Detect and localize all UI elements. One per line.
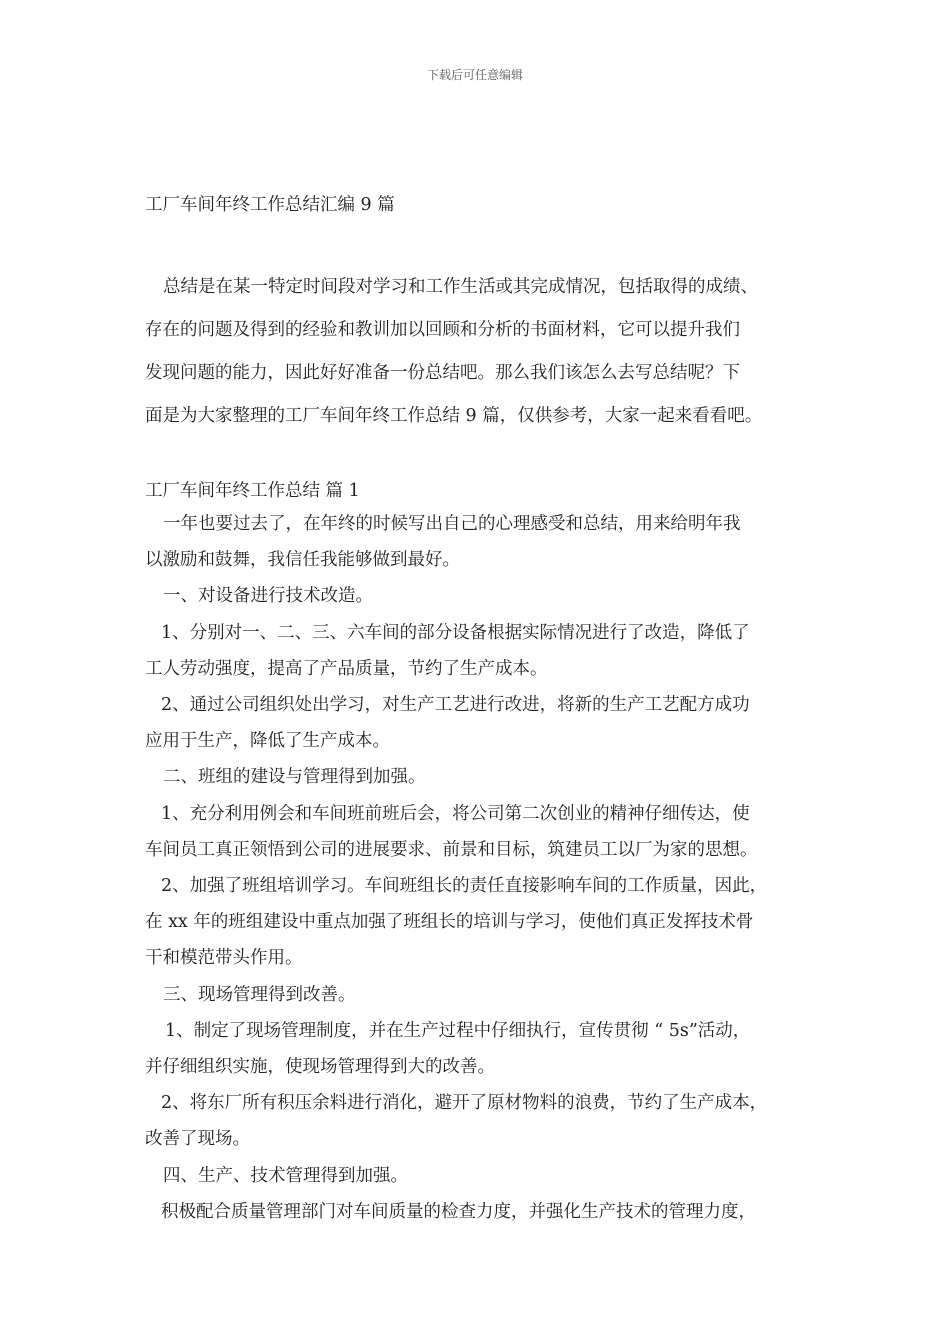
body-line: 1、充分利用例会和车间班前班后会，将公司第二次创业的精神仔细传达，使 <box>161 803 750 824</box>
body-line: 车间员工真正领悟到公司的进展要求、前景和目标，筑建员工以厂为家的思想。 <box>145 839 758 860</box>
body-line: 一年也要过去了，在年终的时候写出自己的心理感受和总结，用来给明年我 <box>163 514 741 534</box>
header-note: 下载后可任意编辑 <box>426 68 523 82</box>
body-line: 改善了现场。 <box>145 1129 250 1150</box>
body-line: 工人劳动强度，提高了产品质量，节约了生产成本。 <box>145 658 548 679</box>
body-line: 并仔细组织实施，使现场管理得到大的改善。 <box>145 1057 495 1078</box>
body-line: 三、现场管理得到改善。 <box>163 984 356 1005</box>
body-line: 干和模范带头作用。 <box>145 948 303 969</box>
body-line: 1、分别对一、二、三、六车间的部分设备根据实际情况进行了改造，降低了 <box>161 622 750 643</box>
body-line: 1、制定了现场管理制度，并在生产过程中仔细执行，宣传贯彻 “ 5s”活动， <box>165 1020 751 1041</box>
section-body <box>145 506 825 1230</box>
body-line: 2、将东厂所有积压余料进行消化，避开了原材物料的浪费，节约了生产成本， <box>161 1093 768 1114</box>
body-line: 积极配合质量管理部门对车间质量的检查力度，并强化生产技术的管理力度， <box>161 1201 756 1222</box>
body-line: 应用于生产，降低了生产成本。 <box>145 731 390 752</box>
document-content <box>145 190 825 1230</box>
body-line: 在 xx 年的班组建设中重点加强了班组长的培训与学习，使他们真正发挥技术骨 <box>145 912 754 933</box>
intro-line: 面是为大家整理的工厂车间年终工作总结 9 篇，仅供参考，大家一起来看看吧。 <box>145 406 763 426</box>
section-title: 工厂车间年终工作总结 篇 1 <box>145 481 360 501</box>
body-line: 四、生产、技术管理得到加强。 <box>163 1165 408 1186</box>
body-line: 2、通过公司组织处出学习，对生产工艺进行改进，将新的生产工艺配方成功 <box>161 695 750 716</box>
intro-line: 存在的问题及得到的经验和教训加以回顾和分析的书面材料，它可以提升我们 <box>145 320 740 340</box>
body-line: 2、加强了班组培训学习。车间班组长的责任直接影响车间的工作质量，因此， <box>161 876 768 897</box>
intro-line: 总结是在某一特定时间段对学习和工作生活或其完成情况，包括取得的成绩、 <box>163 277 758 297</box>
body-line: 二、班组的建设与管理得到加强。 <box>163 767 426 788</box>
body-line: 以激励和鼓舞，我信任我能够做到最好。 <box>145 550 460 571</box>
body-line: 一、对设备进行技术改造。 <box>163 586 373 607</box>
document-title: 工厂车间年终工作总结汇编 9 篇 <box>145 195 395 215</box>
intro-line: 发现问题的能力，因此好好准备一份总结吧。那么我们该怎么去写总结呢？下 <box>145 363 740 383</box>
intro-paragraph <box>145 266 825 438</box>
